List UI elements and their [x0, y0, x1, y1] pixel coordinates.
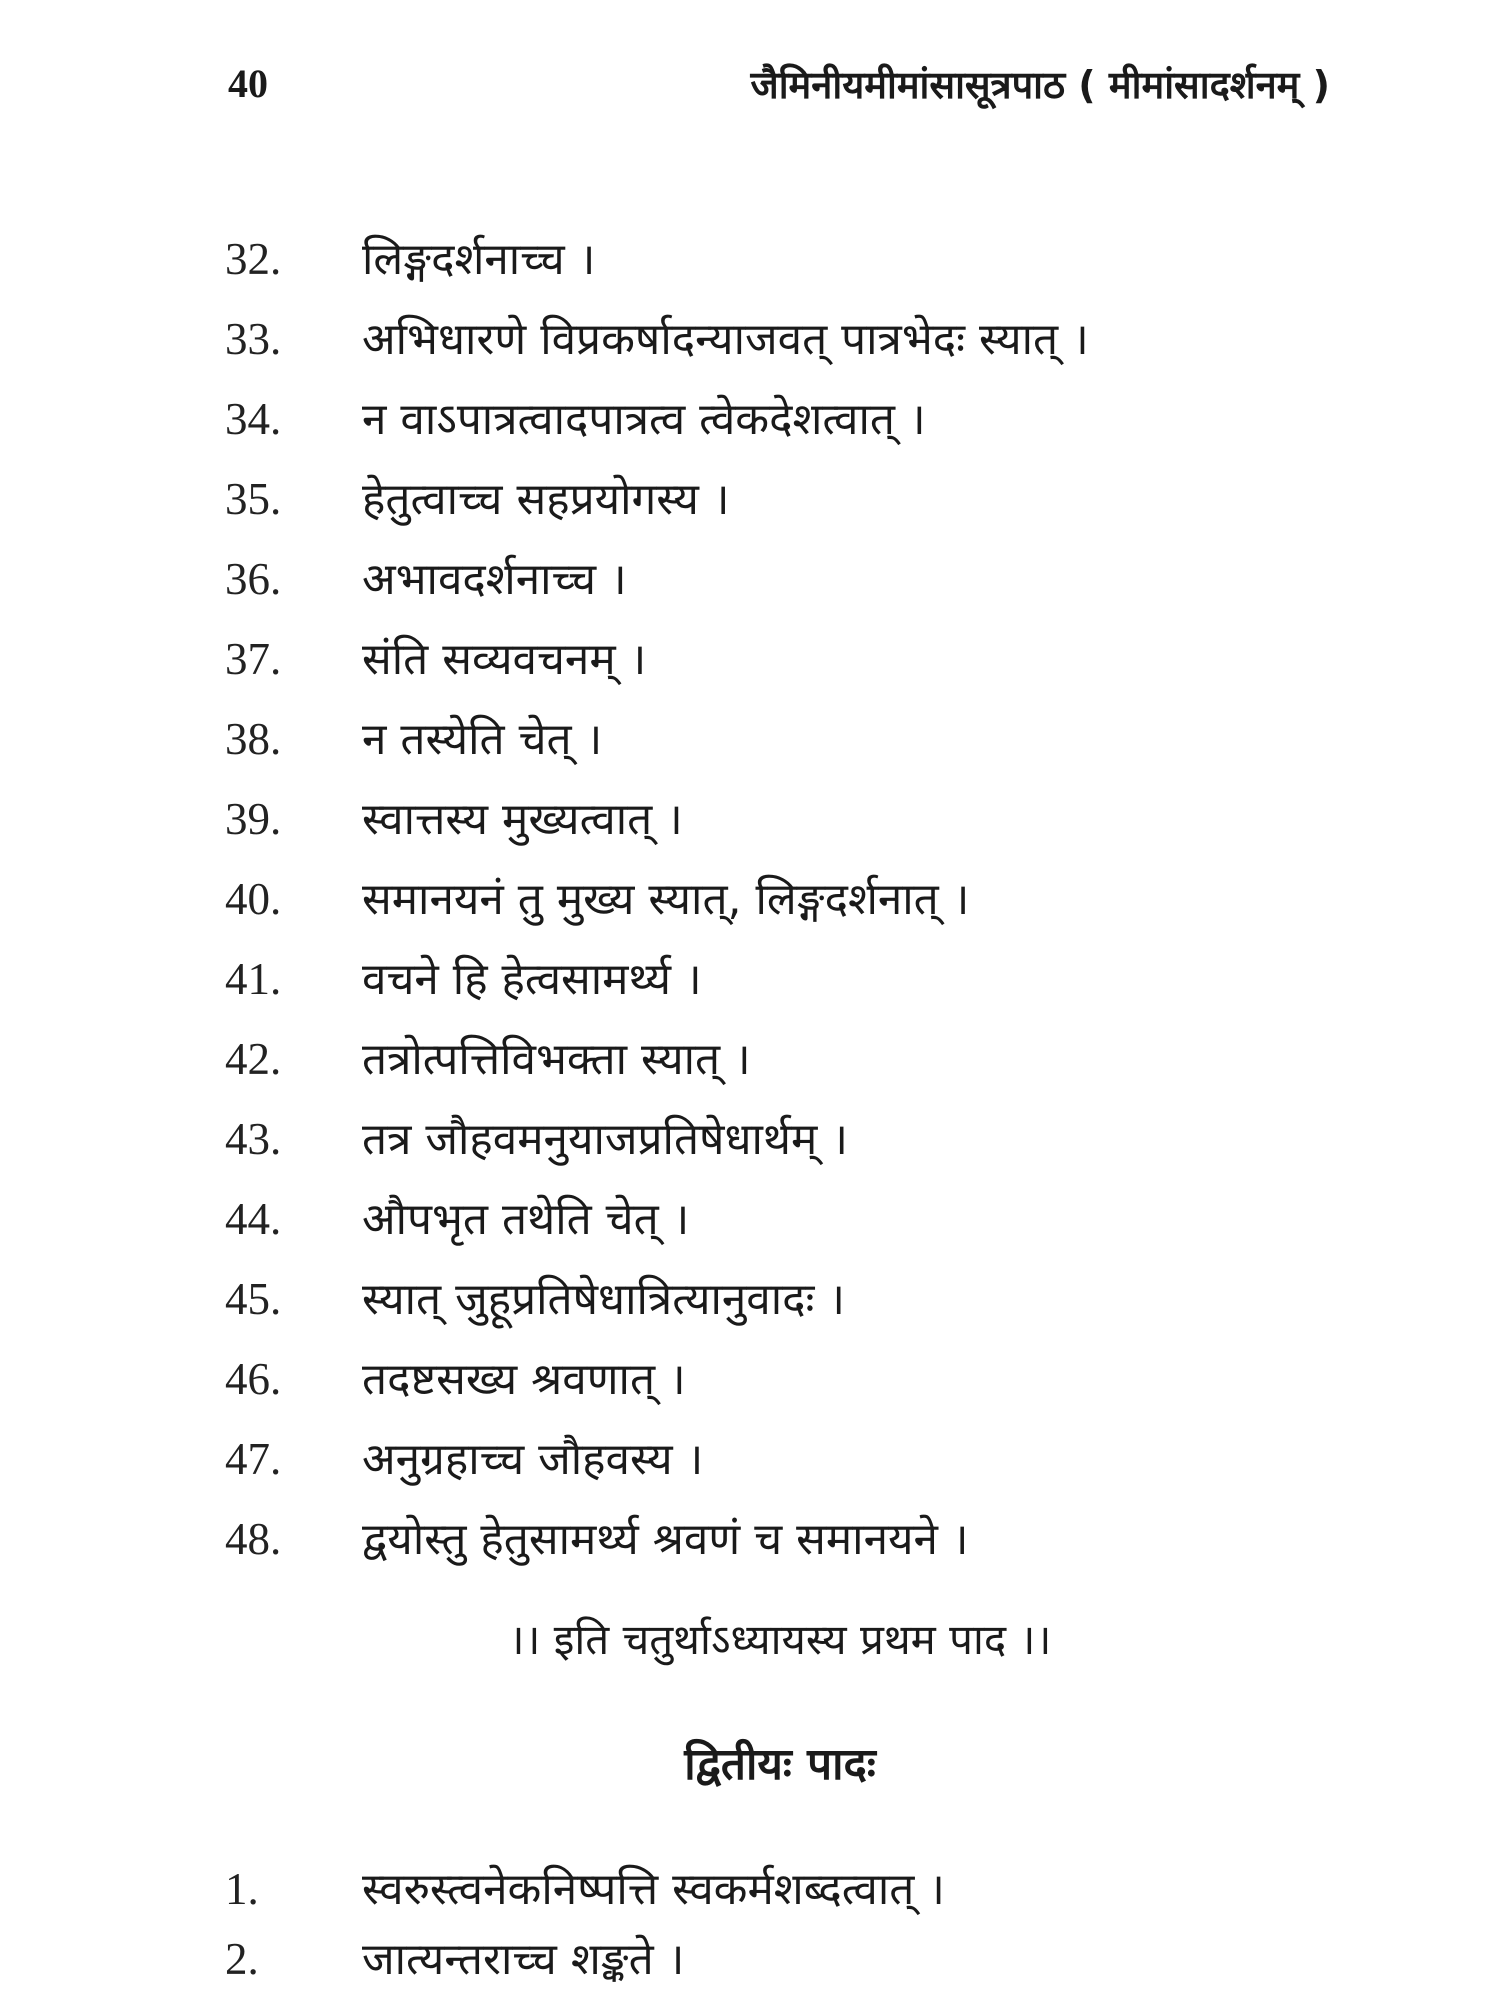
sutra-item [0, 785, 1500, 857]
chapter-colophon: ।। इति चतुर्थाऽध्यायस्य प्रथम पाद ।। [508, 1615, 1052, 1664]
sutra-number: 43. [225, 1114, 282, 1164]
sutra-text: न तस्येति चेत् । [362, 714, 603, 765]
sutra-item [0, 1345, 1500, 1417]
sutra-number: 35. [225, 474, 282, 524]
sutra-item [0, 1505, 1500, 1577]
sutra-item [0, 865, 1500, 937]
sutra-item [0, 305, 1500, 377]
sutra-text: न वाऽपात्रत्वादपात्रत्व त्वेकदेशत्वात् । [362, 394, 926, 445]
sutra-item [0, 1185, 1500, 1257]
sutra-text: हेतुत्वाच्च सहप्रयोगस्य । [362, 474, 730, 525]
sutra-number: 36. [225, 554, 282, 604]
sutra-text: स्यात् जुहूप्रतिषेधात्रित्यानुवादः । [362, 1274, 846, 1325]
sutra-text: संति सव्यवचनम् । [362, 634, 647, 685]
section-title: द्वितीयः पादः [684, 1739, 876, 1790]
sutra-text: वचने हि हेत्वसामर्थ्य । [362, 954, 702, 1005]
sutra-number: 44. [225, 1194, 282, 1244]
sutra-text: तत्रोत्पत्तिविभक्ता स्यात् । [362, 1034, 751, 1085]
sutra-item [0, 545, 1500, 617]
sutra-number: 46. [225, 1354, 282, 1404]
sutra-text: तत्र जौहवमनुयाजप्रतिषेधार्थम् । [362, 1114, 849, 1165]
sutra-item [0, 945, 1500, 1017]
sutra-item [0, 385, 1500, 457]
sutra-number: 45. [225, 1274, 282, 1324]
sutra-text: स्वात्तस्य मुख्यत्वात् । [362, 794, 683, 845]
sutra-item [0, 465, 1500, 537]
sutra-number: 47. [225, 1434, 282, 1484]
sutra-text: लिङ्गदर्शनाच्च । [362, 234, 596, 285]
sutra-text: अनुग्रहाच्च जौहवस्य । [362, 1434, 704, 1485]
sutra-item [0, 1925, 1500, 1997]
sutra-item [0, 1025, 1500, 1097]
sutra-item [0, 1265, 1500, 1337]
sutra-item [0, 1425, 1500, 1497]
sutra-text: द्वयोस्तु हेतुसामर्थ्य श्रवणं च समानयने । [362, 1514, 969, 1565]
sutra-item [0, 625, 1500, 697]
sutra-item [0, 1855, 1500, 1927]
sutra-number: 42. [225, 1034, 282, 1084]
sutra-number: 48. [225, 1514, 282, 1564]
sutra-text: जात्यन्तराच्च शङ्कते । [362, 1934, 685, 1985]
page-number: 40 [228, 61, 268, 106]
sutra-item [0, 1105, 1500, 1177]
sutra-number: 40. [225, 874, 282, 924]
sutra-number: 2. [225, 1934, 259, 1984]
running-title: जैमिनीयमीमांसासूत्रपाठ ( मीमांसादर्शनम् ) [750, 63, 1330, 107]
sutra-text: समानयनं तु मुख्य स्यात्, लिङ्गदर्शनात् । [362, 874, 970, 925]
sutra-text: औपभृत तथेति चेत् । [362, 1194, 690, 1245]
sutra-item [0, 705, 1500, 777]
sutra-text: तदष्टसख्य श्रवणात् । [362, 1354, 686, 1405]
sutra-number: 32. [225, 234, 282, 284]
sutra-number: 34. [225, 394, 282, 444]
sutra-number: 1. [225, 1864, 259, 1914]
sutra-number: 39. [225, 794, 282, 844]
sutra-text: स्वरुस्त्वनेकनिष्पत्ति स्वकर्मशब्दत्वात् । [362, 1864, 945, 1915]
sutra-item [0, 225, 1500, 297]
sutra-number: 33. [225, 314, 282, 364]
sutra-text: अभिधारणे विप्रकर्षादन्याजवत् पात्रभेदः स्यात् । [362, 314, 1089, 365]
sutra-number: 37. [225, 634, 282, 684]
sutra-text: अभावदर्शनाच्च । [362, 554, 627, 605]
sutra-number: 38. [225, 714, 282, 764]
sutra-number: 41. [225, 954, 282, 1004]
